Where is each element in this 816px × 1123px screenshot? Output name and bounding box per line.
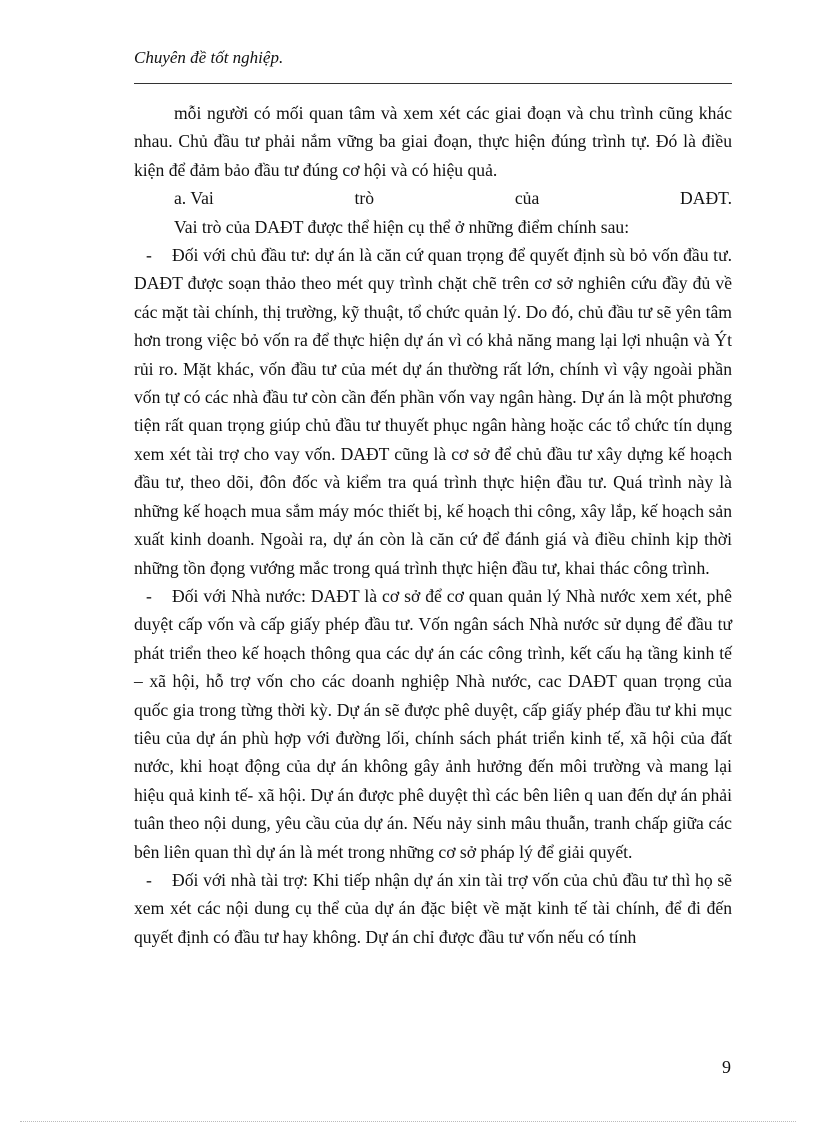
- section-label: a. Vai: [174, 188, 214, 209]
- section-word-4: DAĐT.: [680, 188, 732, 209]
- section-word-2: trò: [354, 188, 375, 209]
- header-divider: [134, 83, 732, 84]
- intro-paragraph: mỗi người có mối quan tâm và xem xét các giai đoạn và chu trình cũng khác nhau. Chủ đầu tư phải nắm vững ba giai đoạn, thực hiện đúng trình tự. Đó là điều kiện để đảm bảo đầu tư đúng cơ hội và có hiệu quả.: [134, 103, 732, 180]
- section-heading-a: [134, 184, 732, 212]
- page-number: 9: [722, 1057, 731, 1077]
- bullet-dash: -: [146, 245, 152, 266]
- document-body: [134, 99, 732, 951]
- running-header: Chuyên đề tốt nghiệp.: [134, 48, 284, 67]
- bullet-dash: -: [146, 585, 152, 606]
- bullet-text: Đối với chủ đầu tư: dự án là căn cứ quan trọng để quyết định sù bỏ vốn đầu tư. DAĐT được soạn thảo theo mét quy trình chặt chẽ trên cơ sở nghiên cứu đầy đủ về các mặt tài chính, thị trường, kỹ thuật, tổ chức quản lý. Do đó, chủ đầu tư sẽ yên tâm hơn trong việc bỏ vốn ra để thực hiện dự án vì có khả năng mang lại lợi nhuận và Ýt rủi ro. Mặt khác, vốn đầu tư của mét dự án thường rất lớn, chính vì vậy ngoài phần vốn tự có các nhà đầu tư còn cần đến phần vốn vay ngân hàng. Dự án là một phương tiện rất quan trọng giúp chủ đầu tư thuyết phục ngân hàng hoặc các tổ chức tín dụng xem xét tài trợ cho vay vốn. DAĐT cũng là cơ sở để chủ đầu tư xây dựng kế hoạch đầu tư, theo dõi, đôn đốc và kiểm tra quá trình thực hiện đầu tư. Quá trình này là những kế hoạch mua sắm máy móc thiết bị, kế hoạch thi công, xây lắp, kế hoạch sản xuất kinh doanh. Ngoài ra, dự án còn là căn cứ để đánh giá và điều chỉnh kịp thời những tồn đọng vướng mắc trong quá trình thực hiện đầu tư, khai thác công trình.: [134, 245, 732, 578]
- footer-divider: [20, 1121, 796, 1122]
- bullet-dash: -: [146, 869, 152, 890]
- bullet-investor: [134, 241, 732, 582]
- bullet-state: [134, 582, 732, 866]
- lead-paragraph: Vai trò của DAĐT được thể hiện cụ thể ở những điểm chính sau:: [174, 216, 630, 237]
- section-word-3: của: [514, 188, 540, 209]
- bullet-text: Đối với nhà tài trợ: Khi tiếp nhận dự án xin tài trợ vốn của chủ đầu tư thì họ sẽ xem xét các nội dung cụ thể của dự án đặc biệt về mặt kinh tế tài chính, để đi đến quyết định có đầu tư hay không. Dự án chỉ được đầu tư vốn nếu có tính: [134, 869, 732, 947]
- bullet-text: Đối với Nhà nước: DAĐT là cơ sở để cơ quan quản lý Nhà nước xem xét, phê duyệt cấp vốn và cấp giấy phép đầu tư. Vốn ngân sách Nhà nước sử dụng để đầu tư phát triển theo kế hoạch thông qua các dự án các công trình, kết cấu hạ tầng kinh tế – xã hội, hỗ trợ vốn cho các doanh nghiệp Nhà nước, cac DAĐT quan trọng của quốc gia trong từng thời kỳ. Dự án sẽ được phê duyệt, cấp giấy phép đầu tư khi mục tiêu của dự án phù hợp với đường lối, chính sách phát triển kinh tế, xã hội của đất nước, khi hoạt động của dự án không gây ảnh hưởng đến môi trường và mang lại hiệu quả kinh tế- xã hội. Dự án được phê duyệt thì các bên liên q uan đến dự án phải tuân theo nội dung, yêu cầu của dự án. Nếu nảy sinh mâu thuẫn, tranh chấp giữa các bên liên quan thì dự án là mét trong những cơ sở pháp lý để giải quyết.: [134, 585, 732, 862]
- bullet-sponsor: [134, 866, 732, 951]
